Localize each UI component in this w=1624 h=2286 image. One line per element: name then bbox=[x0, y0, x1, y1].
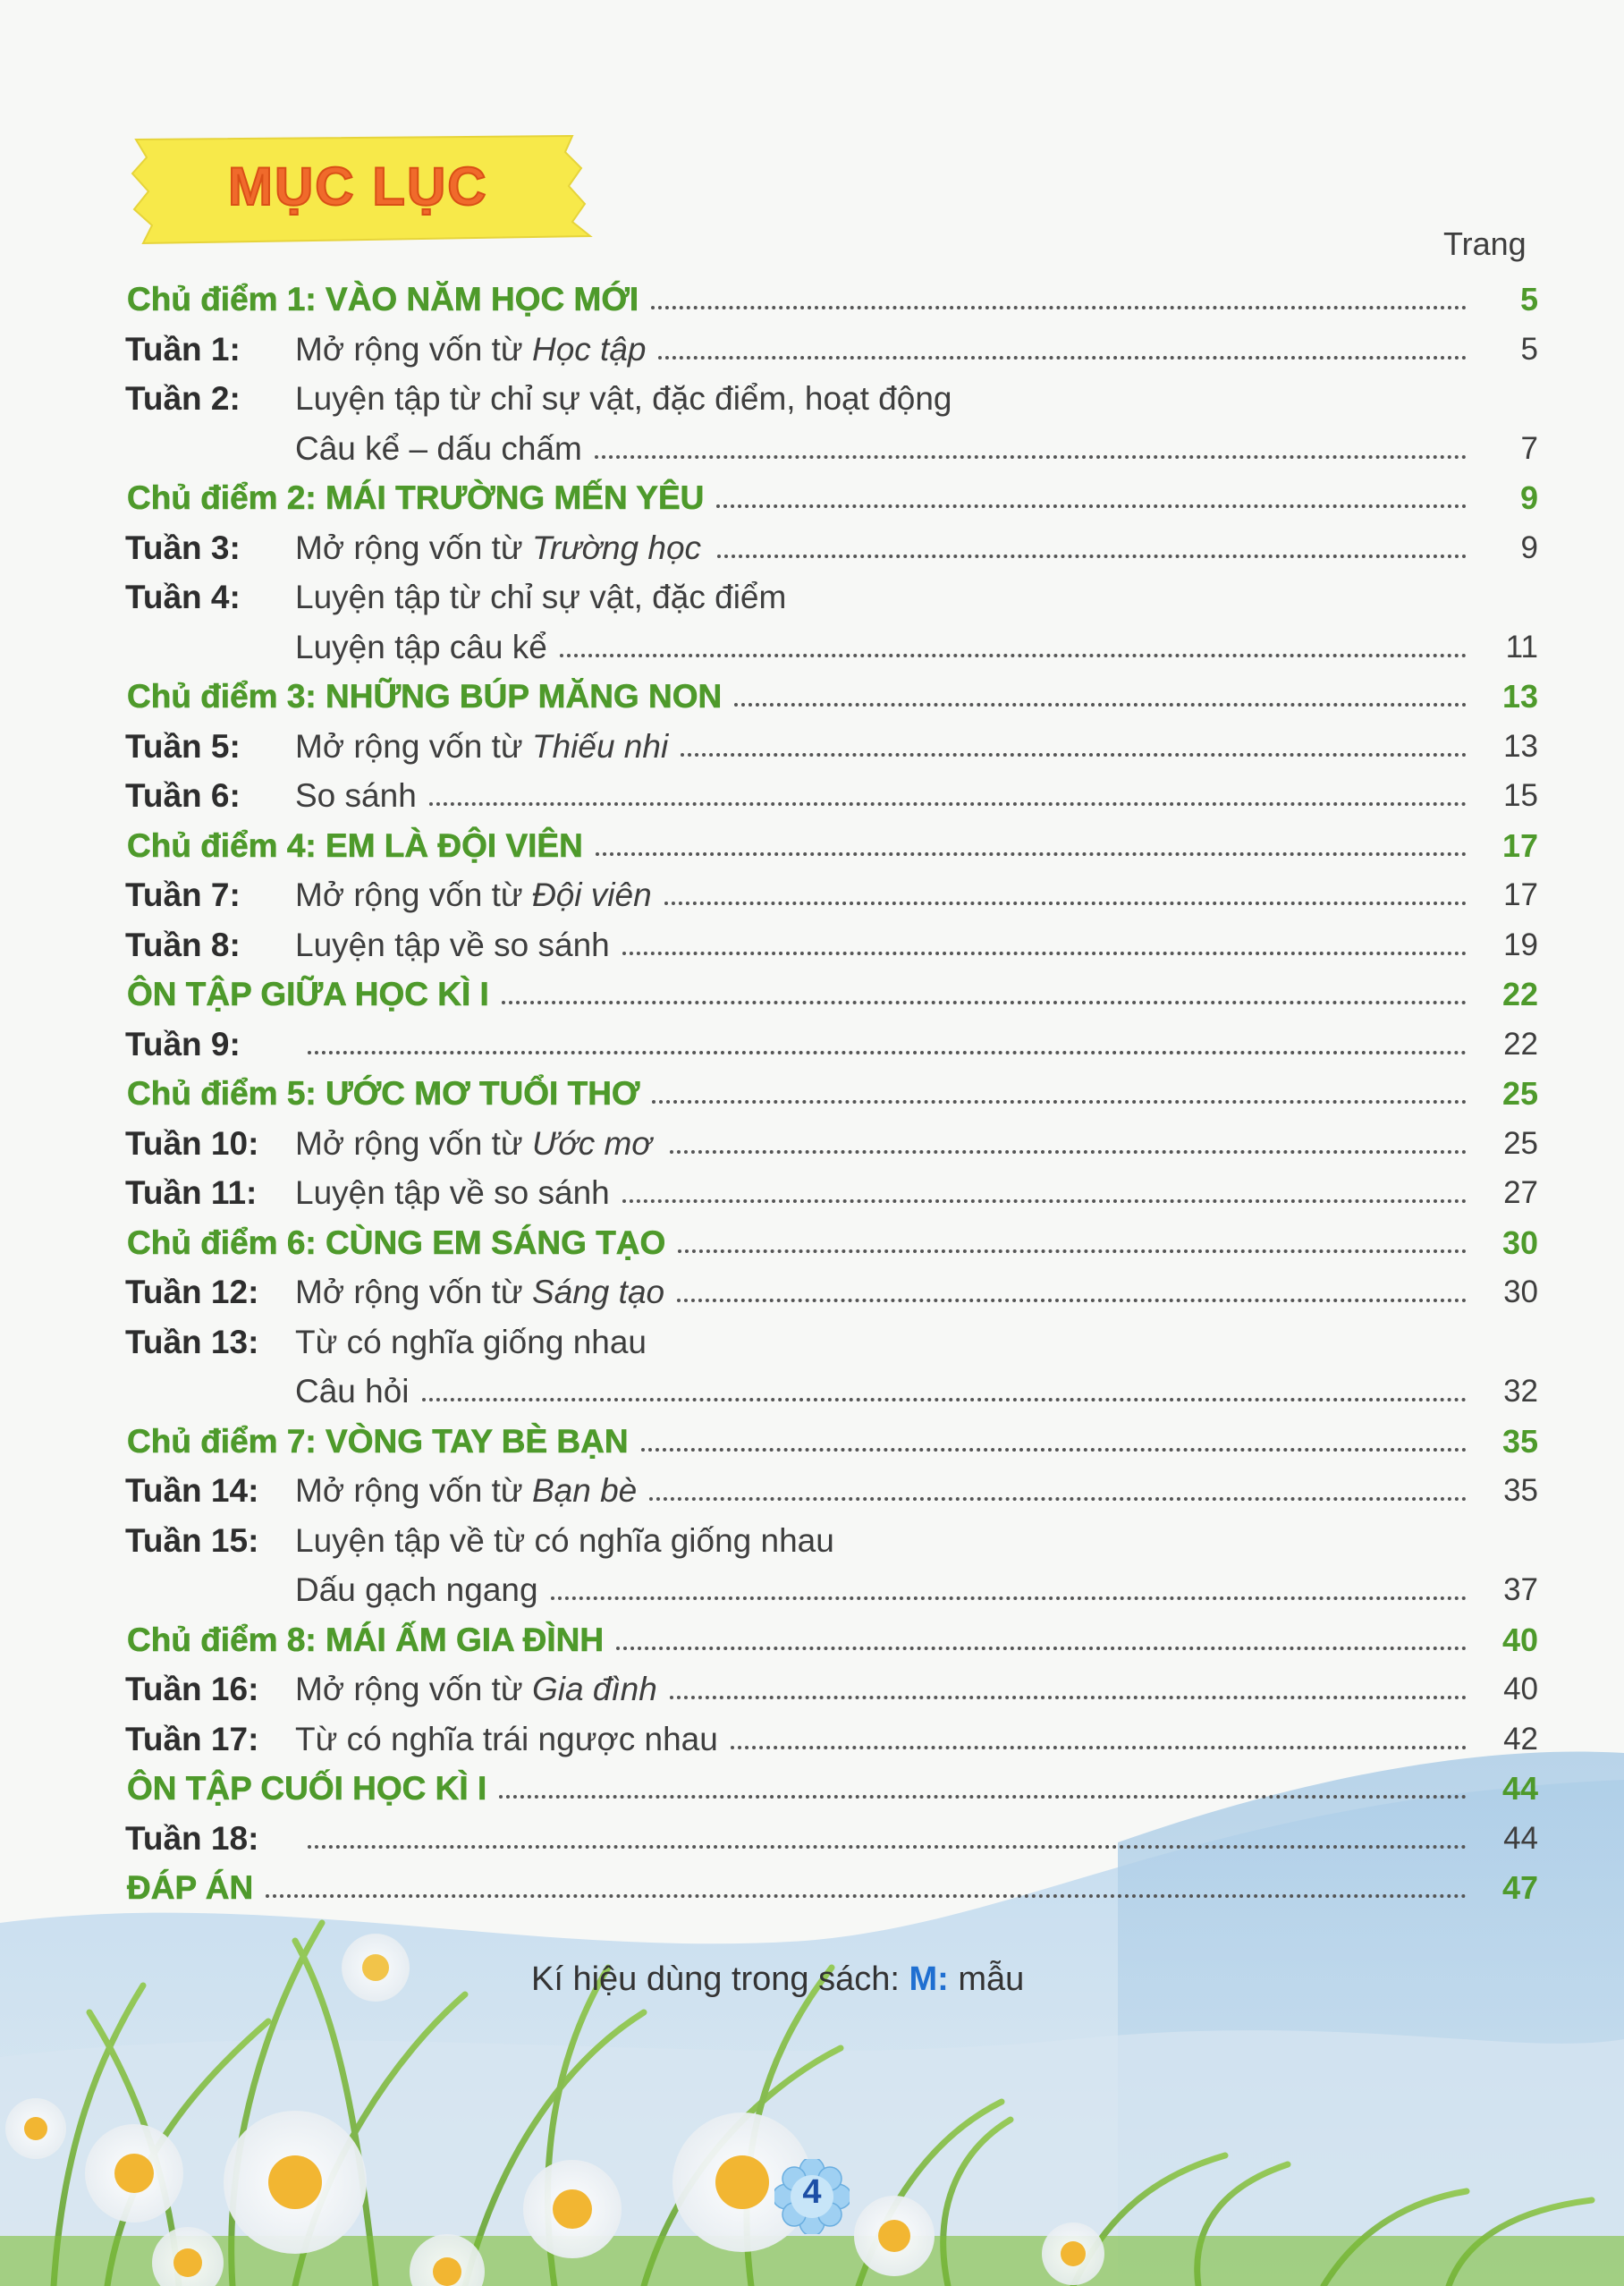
dot-leader bbox=[266, 1894, 1467, 1898]
entry-text bbox=[295, 1566, 538, 1614]
entry-text bbox=[295, 1120, 652, 1168]
entry-text-main: Mở rộng vốn từ bbox=[295, 1274, 532, 1310]
toc-entry-row bbox=[125, 1566, 1538, 1614]
week-label: Tuần 12: bbox=[125, 1274, 259, 1310]
entry-text bbox=[295, 425, 582, 473]
toc-entry-row bbox=[125, 573, 1538, 622]
page-ref: 5 bbox=[1520, 331, 1538, 367]
toc-entry-row bbox=[125, 1815, 1538, 1863]
entry-text bbox=[295, 871, 652, 919]
entry-text bbox=[295, 375, 952, 423]
week-label: Tuần 18: bbox=[125, 1819, 259, 1857]
section-heading: Chủ điểm 4: EM LÀ ĐỘI VIÊN bbox=[127, 826, 583, 864]
entry-text-main: Luyện tập về so sánh bbox=[295, 926, 610, 963]
entry-text-italic: Trường học bbox=[531, 529, 702, 566]
entry-text-italic: Sáng tạo bbox=[531, 1274, 665, 1310]
page-ref: 40 bbox=[1501, 1621, 1538, 1658]
entry-text-main: Luyện tập từ chỉ sự vật, đặc điểm bbox=[295, 579, 787, 615]
section-heading: Chủ điểm 2: MÁI TRƯỜNG MẾN YÊU bbox=[127, 479, 705, 516]
entry-text bbox=[295, 623, 547, 672]
entry-text bbox=[295, 1467, 637, 1515]
toc-section-row bbox=[125, 275, 1538, 324]
entry-text bbox=[295, 1517, 834, 1565]
legend-note bbox=[531, 1960, 1024, 1999]
dot-leader bbox=[560, 654, 1467, 657]
page-ref: 35 bbox=[1501, 1422, 1538, 1460]
entry-text bbox=[295, 1169, 610, 1217]
toc-entry-row bbox=[125, 1517, 1538, 1565]
toc-entry-row bbox=[125, 1467, 1538, 1515]
toc-section-row bbox=[125, 1070, 1538, 1118]
legend-prefix: Kí hiệu dùng trong sách: bbox=[531, 1960, 909, 1998]
dot-leader bbox=[658, 356, 1467, 360]
toc-section-row bbox=[125, 673, 1538, 721]
toc-entry-row bbox=[125, 425, 1538, 473]
page-number: 4 bbox=[802, 2173, 822, 2211]
week-label: Tuần 17: bbox=[125, 1720, 259, 1757]
entry-text-main: Mở rộng vốn từ bbox=[295, 330, 532, 368]
toc-entry-row bbox=[125, 1169, 1538, 1217]
page-ref: 7 bbox=[1520, 430, 1538, 466]
entry-text bbox=[295, 1318, 647, 1367]
dot-leader bbox=[308, 1845, 1467, 1849]
dot-leader bbox=[734, 703, 1467, 707]
entry-text bbox=[295, 772, 417, 820]
entry-text bbox=[295, 921, 610, 969]
entry-text-main: So sánh bbox=[295, 777, 417, 814]
page-ref: 13 bbox=[1503, 728, 1538, 764]
page-ref: 11 bbox=[1505, 629, 1538, 665]
week-label: Tuần 3: bbox=[125, 529, 241, 566]
page-ref: 17 bbox=[1501, 826, 1538, 864]
entry-text bbox=[295, 1665, 657, 1714]
section-heading: ĐÁP ÁN bbox=[127, 1869, 254, 1906]
dot-leader bbox=[622, 1199, 1467, 1203]
entry-text-main: Mở rộng vốn từ bbox=[295, 529, 532, 566]
entry-text-italic: Gia đình bbox=[531, 1671, 657, 1707]
section-heading: ÔN TẬP CUỐI HỌC KÌ I bbox=[127, 1770, 487, 1807]
title-banner bbox=[125, 132, 599, 247]
week-label: Tuần 4: bbox=[125, 579, 241, 615]
toc-section-row bbox=[125, 474, 1538, 522]
dot-leader bbox=[641, 1448, 1467, 1452]
dot-leader bbox=[677, 1299, 1467, 1302]
toc-entry-row bbox=[125, 772, 1538, 820]
dot-leader bbox=[422, 1398, 1467, 1401]
entry-text-main: Câu hỏi bbox=[295, 1373, 410, 1410]
toc-section-row bbox=[125, 1219, 1538, 1267]
dot-leader bbox=[551, 1596, 1467, 1600]
page-ref: 35 bbox=[1503, 1473, 1538, 1508]
dot-leader bbox=[595, 455, 1467, 459]
legend-symbol: M: bbox=[909, 1960, 949, 1998]
entry-text bbox=[295, 326, 646, 374]
page-title: MỤC LỤC bbox=[228, 157, 488, 216]
section-heading: Chủ điểm 6: CÙNG EM SÁNG TẠO bbox=[127, 1223, 666, 1261]
entry-text-main: Câu kể – dấu chấm bbox=[295, 429, 582, 467]
entry-text-main: Mở rộng vốn từ bbox=[295, 1671, 532, 1707]
toc-entry-row bbox=[125, 524, 1538, 572]
page-ref: 40 bbox=[1503, 1672, 1538, 1706]
entry-text bbox=[295, 524, 701, 572]
page-ref: 47 bbox=[1501, 1869, 1538, 1906]
section-heading: Chủ điểm 5: ƯỚC MƠ TUỔI THƠ bbox=[127, 1075, 640, 1112]
toc-entry-row bbox=[125, 1120, 1538, 1168]
page-ref: 5 bbox=[1519, 281, 1538, 318]
week-label: Tuần 11: bbox=[125, 1174, 258, 1211]
toc-entry-row bbox=[125, 1367, 1538, 1416]
entry-text bbox=[295, 1367, 410, 1416]
page-ref: 37 bbox=[1503, 1572, 1538, 1607]
entry-text-main: Mở rộng vốn từ bbox=[295, 1124, 532, 1162]
page-ref: 25 bbox=[1501, 1075, 1538, 1112]
entry-text bbox=[295, 1715, 718, 1764]
dot-leader bbox=[664, 902, 1467, 905]
dot-leader bbox=[502, 1001, 1467, 1004]
toc-section-row bbox=[125, 970, 1538, 1019]
page-number-badge bbox=[774, 2159, 850, 2234]
entry-text-main: Từ có nghĩa giống nhau bbox=[295, 1323, 647, 1360]
page-ref: 44 bbox=[1503, 1820, 1538, 1856]
toc-section-row bbox=[125, 1418, 1538, 1466]
page-ref: 9 bbox=[1519, 479, 1538, 516]
toc-entry-row bbox=[125, 375, 1538, 423]
dot-leader bbox=[499, 1795, 1467, 1799]
page-ref: 22 bbox=[1503, 1026, 1538, 1062]
dot-leader bbox=[652, 1100, 1467, 1104]
dot-leader bbox=[670, 1696, 1467, 1699]
dot-leader bbox=[596, 852, 1467, 856]
week-label: Tuần 1: bbox=[125, 330, 241, 368]
toc-section-row bbox=[125, 1864, 1538, 1912]
page-ref: 19 bbox=[1503, 927, 1538, 962]
page-ref: 17 bbox=[1503, 877, 1538, 912]
entry-text-italic: Thiếu nhi bbox=[531, 727, 669, 765]
page-column-label: Trang bbox=[1443, 225, 1527, 262]
toc-entry-row bbox=[125, 623, 1538, 672]
page-ref: 25 bbox=[1503, 1125, 1538, 1161]
dot-leader bbox=[616, 1647, 1467, 1650]
section-heading: Chủ điểm 7: VÒNG TAY BÈ BẠN bbox=[127, 1422, 629, 1460]
page-ref: 13 bbox=[1501, 678, 1538, 715]
dot-leader bbox=[429, 802, 1467, 806]
week-label: Tuần 6: bbox=[125, 777, 241, 814]
dot-leader bbox=[649, 1497, 1467, 1501]
toc-entry-row bbox=[125, 326, 1538, 374]
toc-entry-row bbox=[125, 871, 1538, 919]
week-label: Tuần 15: bbox=[125, 1521, 259, 1559]
toc-section-row bbox=[125, 1616, 1538, 1664]
page-ref: 27 bbox=[1503, 1175, 1538, 1210]
toc-entry-row bbox=[125, 723, 1538, 771]
section-heading: ÔN TẬP GIỮA HỌC KÌ I bbox=[127, 976, 489, 1012]
dot-leader bbox=[681, 753, 1467, 757]
page-ref: 30 bbox=[1501, 1223, 1538, 1261]
entry-text-main: Luyện tập về từ có nghĩa giống nhau bbox=[295, 1521, 834, 1559]
toc-section-row bbox=[125, 822, 1538, 870]
page-ref: 44 bbox=[1501, 1770, 1538, 1807]
week-label: Tuần 2: bbox=[125, 380, 241, 417]
week-label: Tuần 14: bbox=[125, 1472, 259, 1509]
week-label: Tuần 9: bbox=[125, 1025, 241, 1063]
entry-text-main: Luyện tập về so sánh bbox=[295, 1174, 610, 1211]
entry-text bbox=[295, 1268, 664, 1317]
page-ref: 22 bbox=[1501, 976, 1538, 1012]
dot-leader bbox=[717, 555, 1467, 558]
dot-leader bbox=[716, 504, 1467, 508]
toc-entry-row bbox=[125, 1665, 1538, 1714]
entry-text-italic: Bạn bè bbox=[531, 1472, 638, 1509]
dot-leader bbox=[651, 306, 1467, 309]
week-label: Tuần 13: bbox=[125, 1323, 259, 1360]
entry-text-main: Luyện tập câu kể bbox=[295, 628, 547, 665]
entry-text bbox=[295, 723, 668, 771]
toc-section-row bbox=[125, 1765, 1538, 1813]
section-heading: Chủ điểm 1: VÀO NĂM HỌC MỚI bbox=[127, 281, 639, 318]
toc-entry-row bbox=[125, 1020, 1538, 1069]
week-label: Tuần 10: bbox=[125, 1124, 259, 1162]
legend-meaning: mẫu bbox=[948, 1960, 1025, 1998]
toc-entry-row bbox=[125, 1318, 1538, 1367]
dot-leader bbox=[308, 1051, 1467, 1054]
page-ref: 15 bbox=[1503, 778, 1538, 813]
toc-entry-row bbox=[125, 1715, 1538, 1764]
entry-text-main: Luyện tập từ chỉ sự vật, đặc điểm, hoạt động bbox=[295, 380, 952, 417]
section-heading: Chủ điểm 3: NHỮNG BÚP MĂNG NON bbox=[127, 678, 723, 715]
week-label: Tuần 16: bbox=[125, 1671, 259, 1707]
entry-text-italic: Học tập bbox=[531, 330, 647, 368]
dot-leader bbox=[678, 1249, 1467, 1253]
dot-leader bbox=[731, 1746, 1467, 1749]
week-label: Tuần 5: bbox=[125, 727, 241, 765]
page-ref: 32 bbox=[1503, 1374, 1538, 1409]
dot-leader bbox=[622, 952, 1467, 955]
entry-text-italic: Ước mơ bbox=[531, 1124, 652, 1162]
week-label: Tuần 8: bbox=[125, 926, 241, 963]
section-heading: Chủ điểm 8: MÁI ẤM GIA ĐÌNH bbox=[127, 1621, 605, 1658]
toc-entry-row bbox=[125, 1268, 1538, 1317]
entry-text-main: Mở rộng vốn từ bbox=[295, 876, 532, 913]
week-label: Tuần 7: bbox=[125, 876, 241, 913]
entry-text-italic: Đội viên bbox=[531, 876, 652, 913]
page-ref: 9 bbox=[1520, 529, 1538, 565]
entry-text-main: Dấu gạch ngang bbox=[295, 1571, 538, 1608]
entry-text-main: Mở rộng vốn từ bbox=[295, 1472, 532, 1509]
dot-leader bbox=[670, 1150, 1467, 1154]
page-ref: 42 bbox=[1503, 1721, 1538, 1757]
entry-text bbox=[295, 573, 786, 622]
entry-text-main: Mở rộng vốn từ bbox=[295, 727, 532, 765]
toc-entry-row bbox=[125, 921, 1538, 969]
entry-text-main: Từ có nghĩa trái ngược nhau bbox=[295, 1720, 718, 1757]
page-ref: 30 bbox=[1503, 1274, 1538, 1309]
